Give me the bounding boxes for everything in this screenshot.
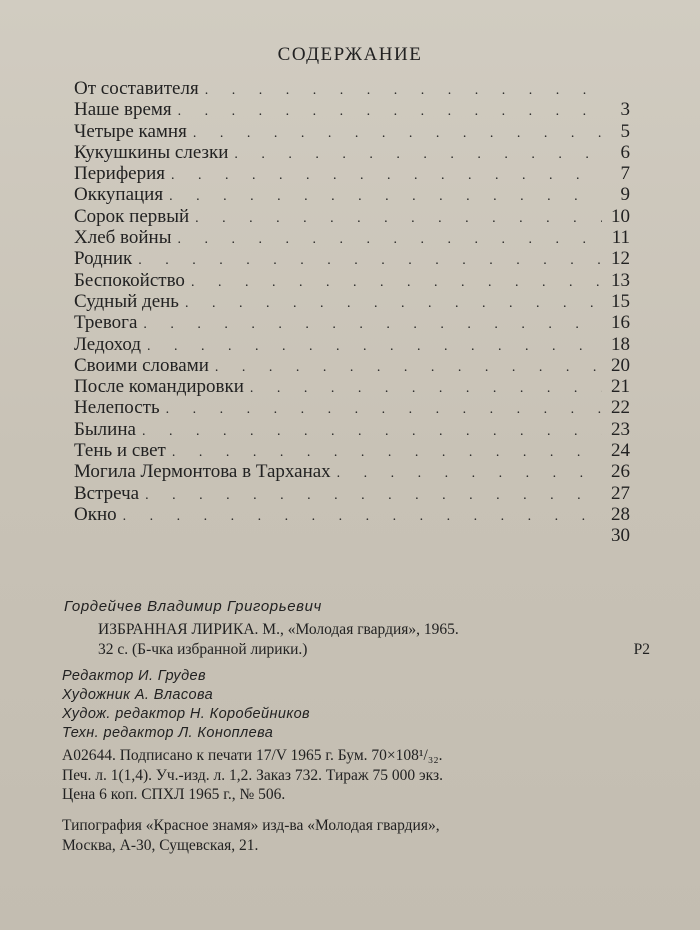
toc-entry-page: 9 [620, 184, 630, 206]
toc-leader-dots [234, 144, 602, 165]
toc-leader-dots [147, 336, 602, 357]
bib-line-second [62, 640, 650, 660]
toc-entry [74, 99, 630, 120]
toc-leader-dots [250, 378, 602, 399]
toc-entry-page: 6 [620, 141, 630, 163]
printer-details [62, 816, 652, 855]
toc-entry [74, 206, 630, 227]
toc-leader-dots [171, 165, 602, 186]
staff-credits [62, 667, 652, 743]
toc-entry-title: Встреча [74, 482, 140, 504]
toc-leader-dots [178, 229, 603, 250]
toc-entry-page: 23 [611, 418, 630, 440]
toc-leader-dots [169, 186, 602, 207]
toc-entry-page: 22 [611, 397, 630, 419]
toc-entry-title: Былина [74, 418, 136, 440]
toc-entry-page: 3 [620, 99, 630, 121]
toc-entry-title: Тень и свет [74, 440, 166, 462]
staff-line: Редактор И. Грудев [62, 668, 206, 684]
toc-entry [74, 334, 630, 355]
toc-entry [74, 483, 630, 504]
toc-entry-title: Хлеб войны [74, 227, 172, 249]
toc-entry [74, 270, 630, 291]
toc-entry [74, 397, 630, 418]
print-line: Типография «Красное знамя» изд-ва «Молодая гвардия», [62, 817, 440, 834]
toc-entry [74, 419, 630, 440]
toc-leader-dots [195, 208, 602, 229]
toc-entry-page: 28 [611, 503, 630, 525]
toc-entry [74, 227, 630, 248]
toc-entry [74, 376, 630, 397]
toc-entry [74, 355, 630, 376]
pub-line: Цена 6 коп. СПХЛ 1965 г., № 506. [62, 786, 286, 803]
toc-leader-dots [205, 80, 602, 101]
toc-entry-page: 12 [611, 248, 630, 270]
toc-entry-page: 30 [611, 525, 630, 547]
toc-entry-title: Могила Лермонтова в Тарханах [74, 461, 331, 483]
toc-entry-page: 10 [611, 205, 630, 227]
toc-leader-dots [142, 421, 602, 442]
toc-entry [74, 291, 630, 312]
toc-leader-dots [215, 357, 602, 378]
toc-leader-dots [193, 123, 602, 144]
toc-entry-title: Периферия [74, 163, 165, 185]
bib-code: Р2 [633, 640, 650, 658]
staff-line: Худож. редактор Н. Коробейников [62, 706, 310, 722]
toc-entry-page: 20 [611, 354, 630, 376]
toc-leader-dots [185, 293, 602, 314]
toc-entry-page: 11 [611, 227, 630, 249]
toc-entry-title: Окно [74, 503, 117, 525]
toc-entry [74, 525, 630, 546]
toc-leader-dots [191, 272, 602, 293]
toc-entry-page: 13 [611, 269, 630, 291]
toc-entry-page: 7 [620, 163, 630, 185]
toc-entry [74, 440, 630, 461]
toc-leader-dots [138, 250, 602, 271]
bibliographic-entry [62, 620, 652, 659]
toc-leader-dots [166, 399, 602, 420]
toc-entry-title: Беспокойство [74, 269, 185, 291]
toc-entry [74, 312, 630, 333]
toc-entry-title: Родник [74, 248, 133, 270]
table-of-contents [74, 78, 630, 547]
toc-entry-title: Судный день [74, 290, 179, 312]
toc-entry-page: 16 [611, 312, 630, 334]
toc-entry-page: 21 [611, 376, 630, 398]
toc-entry-page: 15 [611, 290, 630, 312]
pub-line: А02644. Подписано к печати 17/V 1965 г. Бум. 70×108¹/₃₂. [62, 747, 443, 764]
toc-entry-title: Сорок первый [74, 205, 190, 227]
toc-entry [74, 121, 630, 142]
toc-entry-title: Тревога [74, 312, 138, 334]
toc-entry [74, 142, 630, 163]
toc-entry-title: Четыре камня [74, 120, 187, 142]
print-line: Москва, А-30, Сущевская, 21. [62, 836, 259, 854]
toc-entry [74, 184, 630, 205]
author-name: Гордейчев Владимир Григорьевич [64, 598, 322, 615]
toc-leader-dots [143, 314, 602, 335]
toc-entry-title: Наше время [74, 99, 172, 121]
toc-entry-title: От составителя [74, 78, 199, 99]
bib-pages: 32 с. (Б-чка избранной лирики.) [98, 640, 308, 658]
toc-leader-dots [145, 485, 602, 506]
toc-entry-page: 5 [620, 120, 630, 142]
toc-heading: СОДЕРЖАНИЕ [277, 44, 423, 65]
toc-entry-title: Нелепость [74, 397, 160, 419]
toc-entry-title: Кукушкины слезки [74, 141, 229, 163]
toc-leader-dots [172, 442, 602, 463]
toc-entry-title: Ледоход [74, 333, 142, 355]
toc-leader-dots [337, 463, 602, 484]
toc-entry-page: 27 [611, 482, 630, 504]
toc-entry [74, 248, 630, 269]
toc-entry-title: Оккупация [74, 184, 164, 206]
toc-entry-title: После командировки [74, 376, 244, 398]
toc-leader-dots [178, 101, 602, 122]
toc-entry-page: 24 [611, 440, 630, 462]
toc-entry [74, 78, 630, 99]
toc-entry-title: Своими словами [74, 354, 209, 376]
publication-details [62, 746, 652, 805]
toc-leader-dots [123, 506, 602, 527]
staff-line: Художник А. Власова [62, 687, 214, 703]
toc-entry-page: 18 [611, 333, 630, 355]
toc-entry [74, 461, 630, 482]
pub-line: Печ. л. 1(1,4). Уч.-изд. л. 1,2. Заказ 732. Тираж 75 000 экз. [62, 766, 443, 784]
toc-entry-page: 26 [611, 461, 630, 483]
bib-line: ИЗБРАННАЯ ЛИРИКА. М., «Молодая гвардия», 1965. [98, 621, 459, 638]
toc-entry [74, 504, 630, 525]
toc-entry [74, 163, 630, 184]
staff-line: Техн. редактор Л. Коноплева [62, 725, 274, 741]
